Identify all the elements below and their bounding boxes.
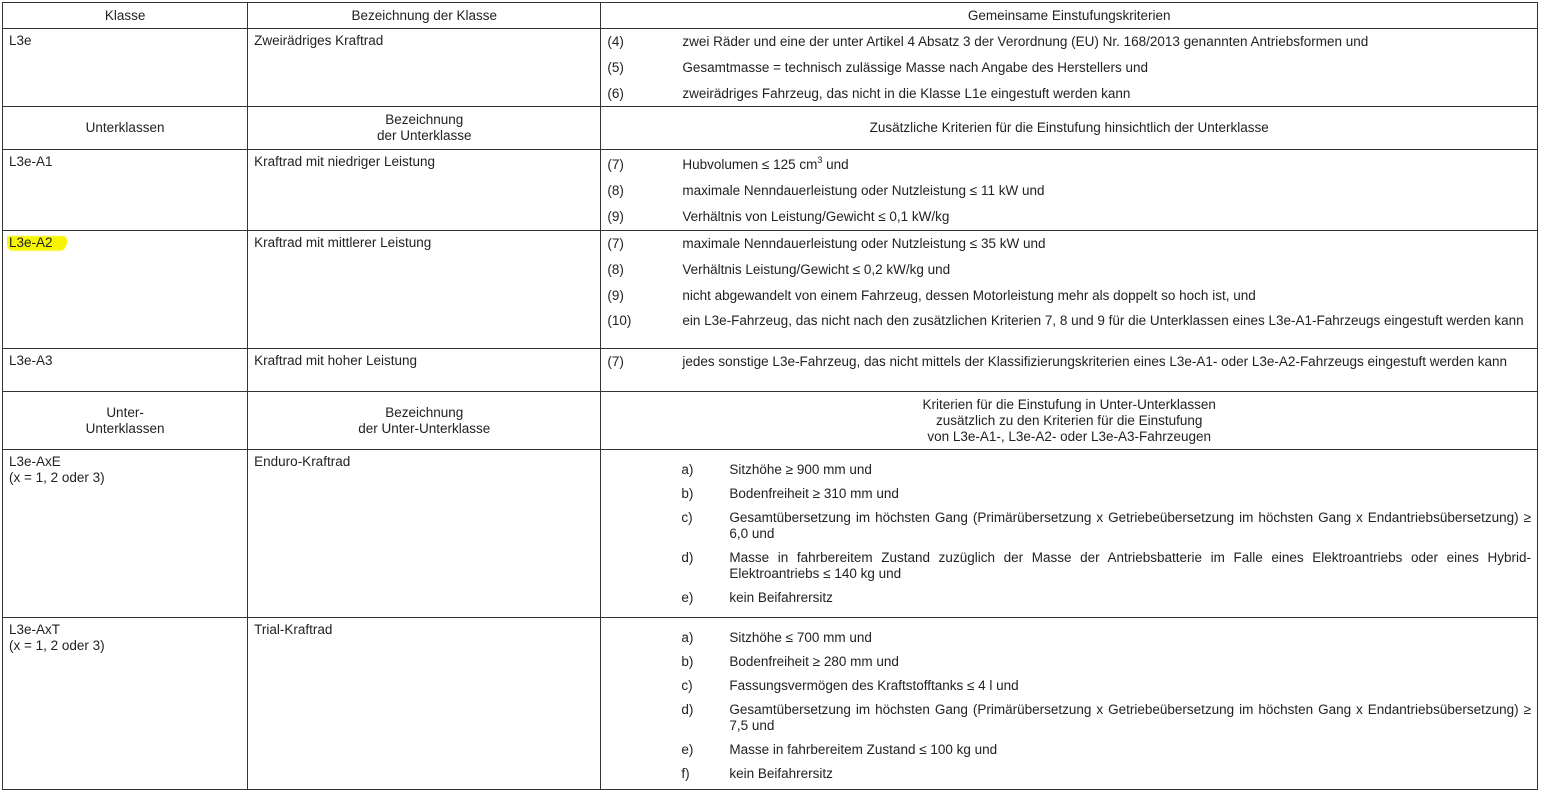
axe-name: Enduro-Kraftrad bbox=[248, 450, 601, 618]
klasse-criteria bbox=[601, 29, 1538, 107]
criterion-item: a) Sitzhöhe ≤ 700 mm und bbox=[681, 630, 872, 645]
criterion-item: d) Masse in fahrbereitem Zustand zuzüglich der Masse der Antriebsbatterie im Falle eines Elektroantriebs oder eines Hybrid-Elektroantriebs ≤ 140 kg und bbox=[681, 550, 1531, 581]
criterion-item: (8) Verhältnis Leistung/Gewicht ≤ 0,2 kW/kg und bbox=[607, 262, 951, 277]
a2-code bbox=[3, 231, 248, 349]
criterion-item: b) Bodenfreiheit ≥ 280 mm und bbox=[681, 654, 899, 669]
header-bezeichnung-klasse: Bezeichnung der Klasse bbox=[248, 3, 601, 29]
table-row bbox=[3, 349, 1538, 392]
header-bezeichnung-unterklasse: Bezeichnung der Unterklasse bbox=[248, 107, 601, 150]
table-row bbox=[3, 29, 1538, 107]
criterion-item: d) Gesamtübersetzung im höchsten Gang (Primärübersetzung x Getriebeübersetzung im höchsten Gang x Endantriebsübersetzung) ≥ 7,5 und bbox=[681, 702, 1531, 733]
criterion-item: e) kein Beifahrersitz bbox=[681, 590, 833, 605]
a3-criteria bbox=[601, 349, 1538, 392]
criterion-item: c) Fassungsvermögen des Kraftstofftanks ≤ 4 l und bbox=[681, 678, 1019, 693]
criterion-item: (7) maximale Nenndauerleistung oder Nutzleistung ≤ 35 kW und bbox=[607, 236, 1046, 251]
axt-code: L3e-AxT (x = 1, 2 oder 3) bbox=[3, 618, 248, 790]
criterion-item: (8) maximale Nenndauerleistung oder Nutzleistung ≤ 11 kW und bbox=[607, 183, 1045, 198]
header-row-unter-unterklassen bbox=[3, 392, 1538, 450]
klasse-name: Zweirädriges Kraftrad bbox=[248, 29, 601, 107]
header-row-klasse bbox=[3, 3, 1538, 29]
a2-criteria bbox=[601, 231, 1538, 349]
highlighted-code: L3e-A2 bbox=[7, 235, 67, 252]
criterion-item: c) Gesamtübersetzung im höchsten Gang (Primärübersetzung x Getriebeübersetzung im höchsten Gang x Endantriebsübersetzung) ≥ 6,0 und bbox=[681, 510, 1531, 541]
a1-name: Kraftrad mit niedriger Leistung bbox=[248, 150, 601, 231]
table-row bbox=[3, 450, 1538, 618]
criterion-item: (5) Gesamtmasse = technisch zulässige Masse nach Angabe des Herstellers und bbox=[607, 60, 1148, 75]
header-bezeichnung-unter-unterklasse: Bezeichnung der Unter-Unterklasse bbox=[248, 392, 601, 450]
classification-table bbox=[2, 2, 1538, 790]
criterion-item: (6) zweirädriges Fahrzeug, das nicht in die Klasse L1e eingestuft werden kann bbox=[607, 86, 1131, 101]
a3-name: Kraftrad mit hoher Leistung bbox=[248, 349, 601, 392]
criterion-item: b) Bodenfreiheit ≥ 310 mm und bbox=[681, 486, 899, 501]
header-unterklassen: Unterklassen bbox=[3, 107, 248, 150]
a1-criteria bbox=[601, 150, 1538, 231]
table-row bbox=[3, 231, 1538, 349]
criterion-item: (7) Hubvolumen ≤ 125 $cm^3$ und bbox=[607, 155, 849, 172]
a2-name: Kraftrad mit mittlerer Leistung bbox=[248, 231, 601, 349]
axt-criteria bbox=[601, 618, 1538, 790]
criterion-item: (4) zwei Räder und eine der unter Artikel 4 Absatz 3 der Verordnung (EU) Nr. 168/2013 genannten Antriebsformen und bbox=[607, 34, 1369, 49]
a1-code: L3e-A1 bbox=[3, 150, 248, 231]
criterion-item: (10) ein L3e-Fahrzeug, das nicht nach den zusätzlichen Kriterien 7, 8 und 9 für die Unterklassen eines L3e-A1-Fahrzeugs eingestuft werden kann bbox=[607, 313, 1524, 328]
criterion-item: f) kein Beifahrersitz bbox=[681, 766, 833, 781]
axt-name: Trial-Kraftrad bbox=[248, 618, 601, 790]
header-unter-unterklassen: Unter- Unterklassen bbox=[3, 392, 248, 450]
criterion-item: (9) nicht abgewandelt von einem Fahrzeug, dessen Motorleistung mehr als doppelt so hoch ist, und bbox=[607, 288, 1256, 303]
a3-code: L3e-A3 bbox=[3, 349, 248, 392]
header-row-unterklassen bbox=[3, 107, 1538, 150]
header-gemeinsame-kriterien: Gemeinsame Einstufungskriterien bbox=[601, 3, 1538, 29]
criterion-item: a) Sitzhöhe ≥ 900 mm und bbox=[681, 462, 872, 477]
criterion-item: (9) Verhältnis von Leistung/Gewicht ≤ 0,1 kW/kg bbox=[607, 209, 950, 224]
axe-criteria bbox=[601, 450, 1538, 618]
header-klasse: Klasse bbox=[3, 3, 248, 29]
klasse-code: L3e bbox=[3, 29, 248, 107]
criterion-item: (7) jedes sonstige L3e-Fahrzeug, das nicht mittels der Klassifizierungskriterien eines L3e-A1- oder L3e-A2-Fahrzeugs eingestuft werden kann bbox=[607, 354, 1508, 369]
criterion-item: e) Masse in fahrbereitem Zustand ≤ 100 kg und bbox=[681, 742, 998, 757]
table-row bbox=[3, 618, 1538, 790]
table-row bbox=[3, 150, 1538, 231]
header-zusaetzliche-kriterien: Zusätzliche Kriterien für die Einstufung hinsichtlich der Unterklasse bbox=[601, 107, 1538, 150]
axe-code: L3e-AxE (x = 1, 2 oder 3) bbox=[3, 450, 248, 618]
header-kriterien-unter-unterklassen: Kriterien für die Einstufung in Unter-Unterklassen zusätzlich zu den Kriterien für die Einstufung von L3e-A1-, L3e-A2- oder L3e-A3-Fahrzeugen bbox=[601, 392, 1538, 450]
